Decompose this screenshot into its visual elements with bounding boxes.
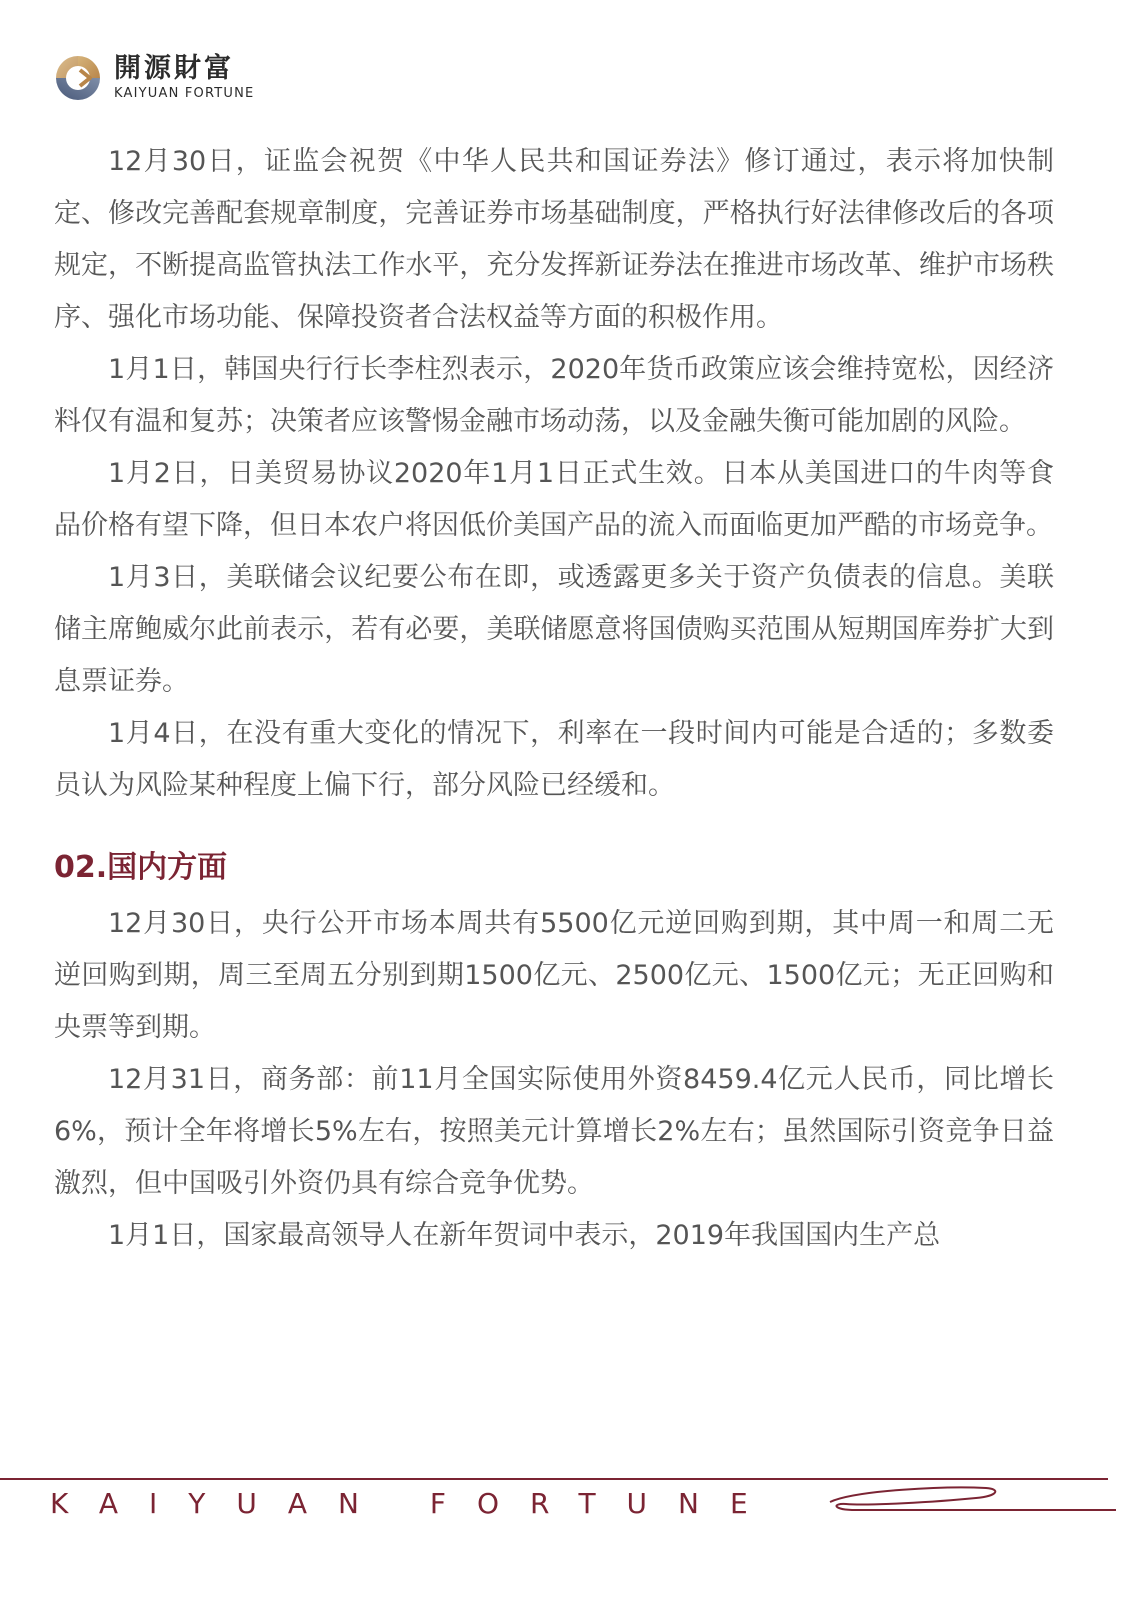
paragraph: 1月3日，美联储会议纪要公布在即，或透露更多关于资产负债表的信息。美联储主席鲍威尔此前表示，若有必要，美联储愿意将国债购买范围从短期国库券扩大到息票证券。 — [54, 562, 1054, 697]
logo-chinese-name: 開源財富 — [114, 53, 234, 84]
section-heading: 02.国内方面 — [54, 850, 228, 885]
article-body — [54, 136, 1054, 1262]
brand-logo — [52, 50, 254, 106]
logo-english-name: KAIYUAN FORTUNE — [114, 86, 255, 101]
footer-brand: KAIYUAN FORTUNE — [50, 1487, 779, 1520]
paragraph: 12月31日，商务部：前11月全国实际使用外资8459.4亿元人民币，同比增长6%，预计全年将增长5%左右，按照美元计算增长2%左右；虽然国际引资竞争日益激烈，但中国吸引外资仍具有综合竞争优势。 — [54, 1064, 1054, 1199]
kaiyuan-logo-icon — [52, 52, 104, 104]
paragraph: 12月30日，央行公开市场本周共有5500亿元逆回购到期，其中周一和周二无逆回购到期，周三至周五分别到期1500亿元、2500亿元、1500亿元；无正回购和央票等到期。 — [54, 908, 1054, 1043]
paragraph: 1月4日，在没有重大变化的情况下，利率在一段时间内可能是合适的；多数委员认为风险某种程度上偏下行，部分风险已经缓和。 — [54, 718, 1054, 801]
footer-swoosh-icon — [826, 1476, 1116, 1516]
paragraph: 12月30日，证监会祝贺《中华人民共和国证券法》修订通过，表示将加快制定、修改完善配套规章制度，完善证券市场基础制度，严格执行好法律修改后的各项规定，不断提高监管执法工作水平，充分发挥新证券法在推进市场改革、维护市场秩序、强化市场功能、保障投资者合法权益等方面的积极作用。 — [54, 146, 1054, 333]
paragraph: 1月1日，国家最高领导人在新年贺词中表示，2019年我国国内生产总 — [108, 1220, 941, 1251]
paragraph: 1月1日，韩国央行行长李柱烈表示，2020年货币政策应该会维持宽松，因经济料仅有温和复苏；决策者应该警惕金融市场动荡，以及金融失衡可能加剧的风险。 — [54, 354, 1054, 437]
paragraph: 1月2日，日美贸易协议2020年1月1日正式生效。日本从美国进口的牛肉等食品价格有望下降，但日本农户将因低价美国产品的流入而面临更加严酷的市场竞争。 — [54, 458, 1054, 541]
